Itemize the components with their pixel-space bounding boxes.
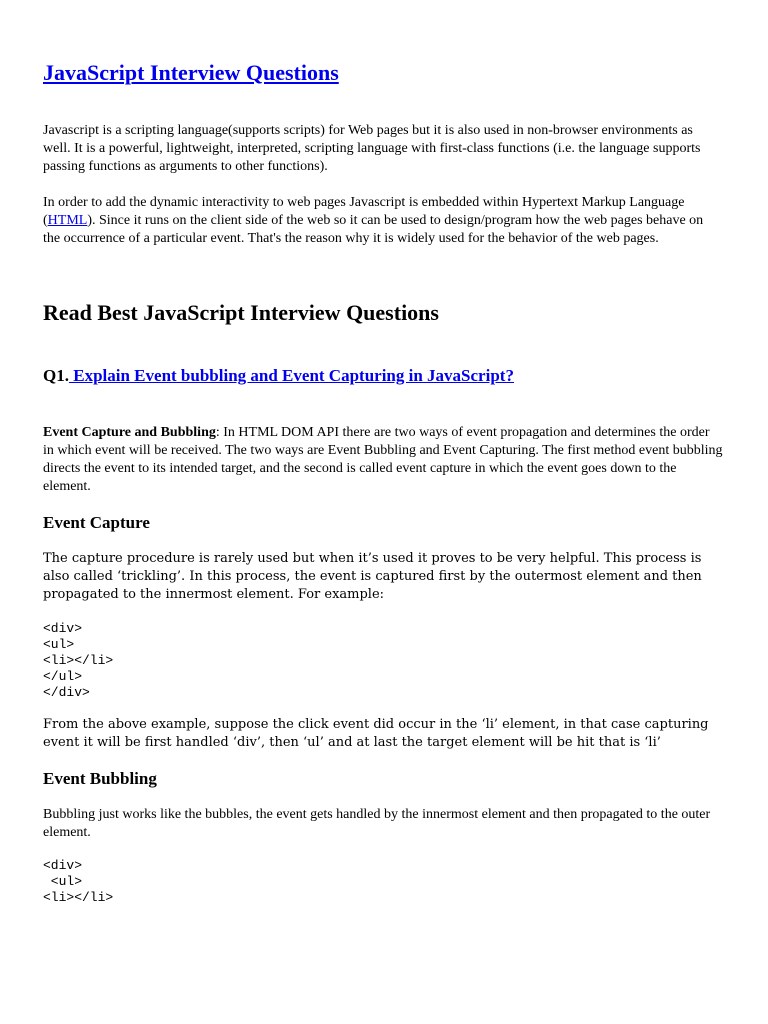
event-capture-code-block: <div> <ul> <li></li> </ul> </div> <box>43 621 114 700</box>
question-1-link[interactable]: Explain Event bubbling and Event Capturing in JavaScript? <box>68 366 514 385</box>
html-link[interactable]: HTML <box>47 213 88 228</box>
capture-bubbling-text: : In HTML DOM API there are two ways of event propagation and determines the order in which event will be received. The two ways are Event Bubbling and Event Capturing. The first method event bubbling directs the event to its intended target, and the second is called event capture in which the event goes down to the element. <box>43 425 723 494</box>
intro-paragraph-2-start: In order to add the dynamic interactivity to web pages Javascript is embedded within Hypertext Markup Language ( <box>43 195 685 228</box>
event-bubbling-description: Bubbling just works like the bubbles, the event gets handled by the innermost element and then propagated to the outer element. <box>43 807 711 840</box>
event-bubbling-heading: Event Bubbling <box>43 769 157 788</box>
intro-paragraph-2-end: ). Since it runs on the client side of the web so it can be used to design/program how the web pages behave on the occurrence of a particular event. That's the reason why it is widely used for the behavior of the web pages. <box>43 213 704 246</box>
intro-paragraph-2 <box>43 194 723 248</box>
event-capture-heading: Event Capture <box>43 513 150 532</box>
event-capture-explanation: From the above example, suppose the click event did occur in the ‘li’ element, in that case capturing event it will be first handled ‘div’, then ‘ul’ and at last the target element will be hit that is ‘li’ <box>43 717 709 750</box>
section-heading: Read Best JavaScript Interview Questions <box>43 300 439 325</box>
question-1-heading <box>43 366 514 386</box>
intro-paragraph-1: Javascript is a scripting language(supports scripts) for Web pages but it is also used in non-browser environments as well. It is a powerful, lightweight, interpreted, scripting language with first-class functions (i.e. the language supports passing functions as arguments to other functions). <box>43 123 701 174</box>
capture-bubbling-paragraph <box>43 424 723 496</box>
question-1-number: Q1. <box>43 366 69 385</box>
capture-bubbling-term: Event Capture and Bubbling <box>43 425 216 440</box>
event-bubbling-code-block: <div> <ul> <li></li> <box>43 858 114 905</box>
page-title-link[interactable]: JavaScript Interview Questions <box>43 60 339 85</box>
event-capture-description: The capture procedure is rarely used but when it’s used it proves to be very helpful. This process is also called ‘trickling’. In this process, the event is captured first by the outermost element and then propagated to the innermost element. For example: <box>43 551 702 602</box>
